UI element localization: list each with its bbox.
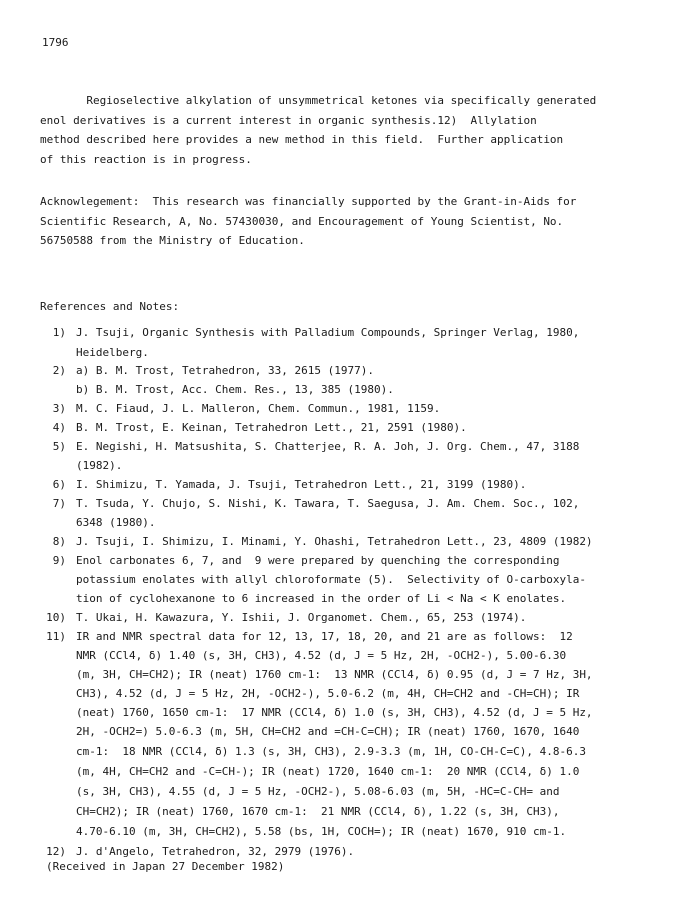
- reference-text: a) B. M. Trost, Tetrahedron, 33, 2615 (1977).: [76, 364, 375, 377]
- reference-number: 8): [52, 535, 66, 548]
- reference-number: 11): [46, 630, 66, 643]
- reference-text: b) B. M. Trost, Acc. Chem. Res., 13, 385 (1980).: [76, 383, 394, 396]
- paragraph-acknowledgement: [40, 192, 640, 251]
- references-heading: References and Notes:: [40, 300, 180, 313]
- reference-number: 3): [52, 402, 66, 415]
- page-number: 1796: [42, 36, 69, 49]
- paragraph-alkylation-line: method described here provides a new method in this field. Further application: [40, 133, 564, 146]
- reference-text: M. C. Fiaud, J. L. Malleron, Chem. Commun., 1981, 1159.: [76, 402, 441, 415]
- reference-number: 4): [52, 421, 66, 434]
- reference-number: 5): [52, 440, 66, 453]
- paragraph-alkylation-line: enol derivatives is a current interest in organic synthesis.12) Allylation: [40, 113, 537, 127]
- reference-text: CH3), 4.52 (d, J = 5 Hz, 2H, -OCH2-), 5.0-6.2 (m, 4H, CH=CH2 and -CH=CH); IR: [76, 687, 580, 700]
- reference-text: T. Ukai, H. Kawazura, Y. Ishii, J. Organomet. Chem., 65, 253 (1974).: [76, 611, 527, 624]
- reference-text: Heidelberg.: [76, 346, 149, 359]
- paragraph-alkylation: [40, 91, 640, 169]
- reference-number: 7): [52, 497, 66, 510]
- reference-text: 6348 (1980).: [76, 516, 156, 529]
- reference-text: E. Negishi, H. Matsushita, S. Chatterjee, R. A. Joh, J. Org. Chem., 47, 3188: [76, 440, 580, 453]
- reference-text: 2H, -OCH2=) 5.0-6.3 (m, 5H, CH=CH2 and =CH-C=CH); IR (neat) 1760, 1670, 1640: [76, 725, 580, 738]
- reference-text: Enol carbonates 6, 7, and 9 were prepared by quenching the corresponding: [76, 554, 560, 567]
- reference-text: potassium enolates with allyl chloroformate (5). Selectivity of O-carboxyla-: [76, 573, 586, 586]
- reference-number: 12): [46, 845, 66, 858]
- reference-number: 6): [52, 478, 66, 491]
- reference-number: 10): [46, 611, 66, 624]
- reference-text: tion of cyclohexanone to 6 increased in the order of Li < Na < K enolates.: [76, 592, 567, 605]
- reference-text: B. M. Trost, E. Keinan, Tetrahedron Lett., 21, 2591 (1980).: [76, 421, 467, 434]
- paragraph-acknowledgement-line: 56750588 from the Ministry of Education.: [40, 234, 305, 247]
- reference-text: IR and NMR spectral data for 12, 13, 17, 18, 20, and 21 are as follows: 12: [76, 630, 573, 643]
- paragraph-acknowledgement-line: Acknowlegement: This research was financially supported by the Grant-in-Aids for: [40, 195, 577, 208]
- reference-text: (s, 3H, CH3), 4.55 (d, J = 5 Hz, -OCH2-), 5.08-6.03 (m, 5H, -HC=C-CH= and: [76, 785, 560, 798]
- received-date: (Received in Japan 27 December 1982): [46, 860, 285, 873]
- reference-text: cm-1: 18 NMR (CCl4, δ) 1.3 (s, 3H, CH3), 2.9-3.3 (m, 1H, CO-CH-C=C), 4.8-6.3: [76, 745, 586, 758]
- reference-number: 2): [52, 364, 66, 377]
- reference-number: 9): [52, 554, 66, 567]
- paragraph-alkylation-line: Regioselective alkylation of unsymmetrical ketones via specifically generated: [40, 94, 597, 107]
- reference-text: CH=CH2); IR (neat) 1760, 1670 cm-1: 21 NMR (CCl4, δ), 1.22 (s, 3H, CH3),: [76, 805, 560, 818]
- reference-text: J. Tsuji, I. Shimizu, I. Minami, Y. Ohashi, Tetrahedron Lett., 23, 4809 (1982): [76, 535, 593, 548]
- paragraph-alkylation-line: of this reaction is in progress.: [40, 152, 252, 166]
- reference-text: (m, 3H, CH=CH2); IR (neat) 1760 cm-1: 13 NMR (CCl4, δ) 0.95 (d, J = 7 Hz, 3H,: [76, 668, 593, 681]
- reference-text: 4.70-6.10 (m, 3H, CH=CH2), 5.58 (bs, 1H, COCH=); IR (neat) 1670, 910 cm-1.: [76, 825, 567, 838]
- reference-text: (m, 4H, CH=CH2 and -C=CH-); IR (neat) 1720, 1640 cm-1: 20 NMR (CCl4, δ) 1.0: [76, 765, 580, 778]
- reference-text: I. Shimizu, T. Yamada, J. Tsuji, Tetrahedron Lett., 21, 3199 (1980).: [76, 478, 527, 491]
- reference-text: J. d'Angelo, Tetrahedron, 32, 2979 (1976).: [76, 845, 355, 858]
- reference-text: T. Tsuda, Y. Chujo, S. Nishi, K. Tawara, T. Saegusa, J. Am. Chem. Soc., 102,: [76, 497, 580, 510]
- reference-number: 1): [52, 326, 66, 339]
- reference-text: (1982).: [76, 459, 123, 472]
- reference-text: NMR (CCl4, δ) 1.40 (s, 3H, CH3), 4.52 (d, J = 5 Hz, 2H, -OCH2-), 5.00-6.30: [76, 649, 567, 662]
- reference-text: J. Tsuji, Organic Synthesis with Palladium Compounds, Springer Verlag, 1980,: [76, 326, 580, 339]
- paragraph-acknowledgement-line: Scientific Research, A, No. 57430030, and Encouragement of Young Scientist, No.: [40, 214, 564, 228]
- reference-text: (neat) 1760, 1650 cm-1: 17 NMR (CCl4, δ) 1.0 (s, 3H, CH3), 4.52 (d, J = 5 Hz,: [76, 706, 593, 719]
